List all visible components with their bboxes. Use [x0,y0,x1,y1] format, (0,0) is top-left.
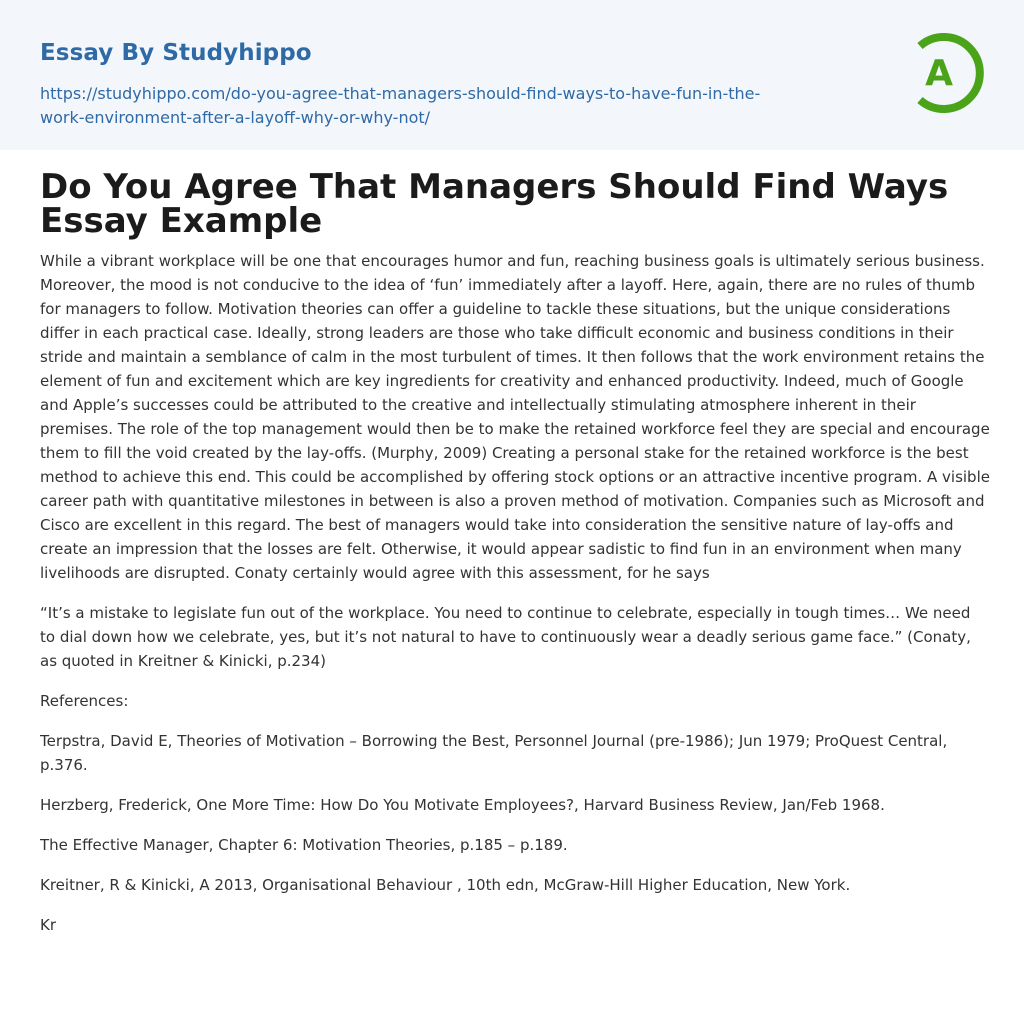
logo-letter: A [925,53,953,94]
reference-item: Terpstra, David E, Theories of Motivation – Borrowing the Best, Personnel Journal (pre-1986); Jun 1979; ProQuest Central, p.376. [40,732,948,774]
essay-content [40,249,990,953]
essay-url-line-1[interactable]: https://studyhippo.com/do-you-agree-that-managers-should-find-ways-to-have-fun-in-the- [40,84,761,103]
page-header [0,0,1024,150]
references-section [40,689,990,937]
essay-url[interactable] [40,82,840,130]
reference-item: Herzberg, Frederick, One More Time: How Do You Motivate Employees?, Harvard Business Review, Jan/Feb 1968. [40,796,885,814]
reference-item: The Effective Manager, Chapter 6: Motivation Theories, p.185 – p.189. [40,836,568,854]
site-brand[interactable]: Essay By Studyhippo [40,40,312,66]
reference-item: Kreitner, R & Kinicki, A 2013, Organisational Behaviour , 10th edn, McGraw-Hill Higher Education, New York. [40,876,851,894]
essay-title: Do You Agree That Managers Should Find Ways Essay Example [40,167,949,241]
studyhippo-logo-icon[interactable] [906,28,990,118]
references-heading: References: [40,692,129,710]
truncated-text: Kr [40,916,57,934]
essay-url-line-2[interactable]: work-environment-after-a-layoff-why-or-why-not/ [40,108,431,127]
essay-quote: “It’s a mistake to legislate fun out of the workplace. You need to continue to celebrate, especially in tough times… We need to dial down how we celebrate, yes, but it’s not natural to have to continuously wear a deadly serious game face.” (Conaty, as quoted in Kreitner & Kinicki, p.234) [40,604,971,670]
essay-body-paragraph: While a vibrant workplace will be one that encourages humor and fun, reaching business goals is ultimately serious business. Moreover, the mood is not conducive to the idea of ‘fun’ immediately after a layoff. Here, again, there are no rules of thumb for managers to follow. Motivation theories can offer a guideline to tackle these situations, but the unique considerations differ in each practical case. Ideally, strong leaders are those who take difficult economic and business conditions in their stride and maintain a semblance of calm in the most turbulent of times. It then follows that the work environment retains the element of fun and excitement which are key ingredients for creativity and enhanced productivity. Indeed, much of Google and Apple’s successes could be attributed to the creative and intellectually stimulating atmosphere inherent in their premises. The role of the top management would then be to make the retained workforce feel they are special and encourage them to fill the void created by the lay-offs. (Murphy, 2009) Creating a personal stake for the retained workforce is the best method to achieve this end. This could be accomplished by offering stock options or an attractive incentive program. A visible career path with quantitative milestones in between is also a proven method of motivation. Companies such as Microsoft and Cisco are excellent in this regard. The best of managers would take into consideration the sensitive nature of lay-offs and create an impression that the losses are felt. Otherwise, it would appear sadistic to find fun in an environment when many livelihoods are disrupted. Conaty certainly would agree with this assessment, for he says [40,252,990,582]
